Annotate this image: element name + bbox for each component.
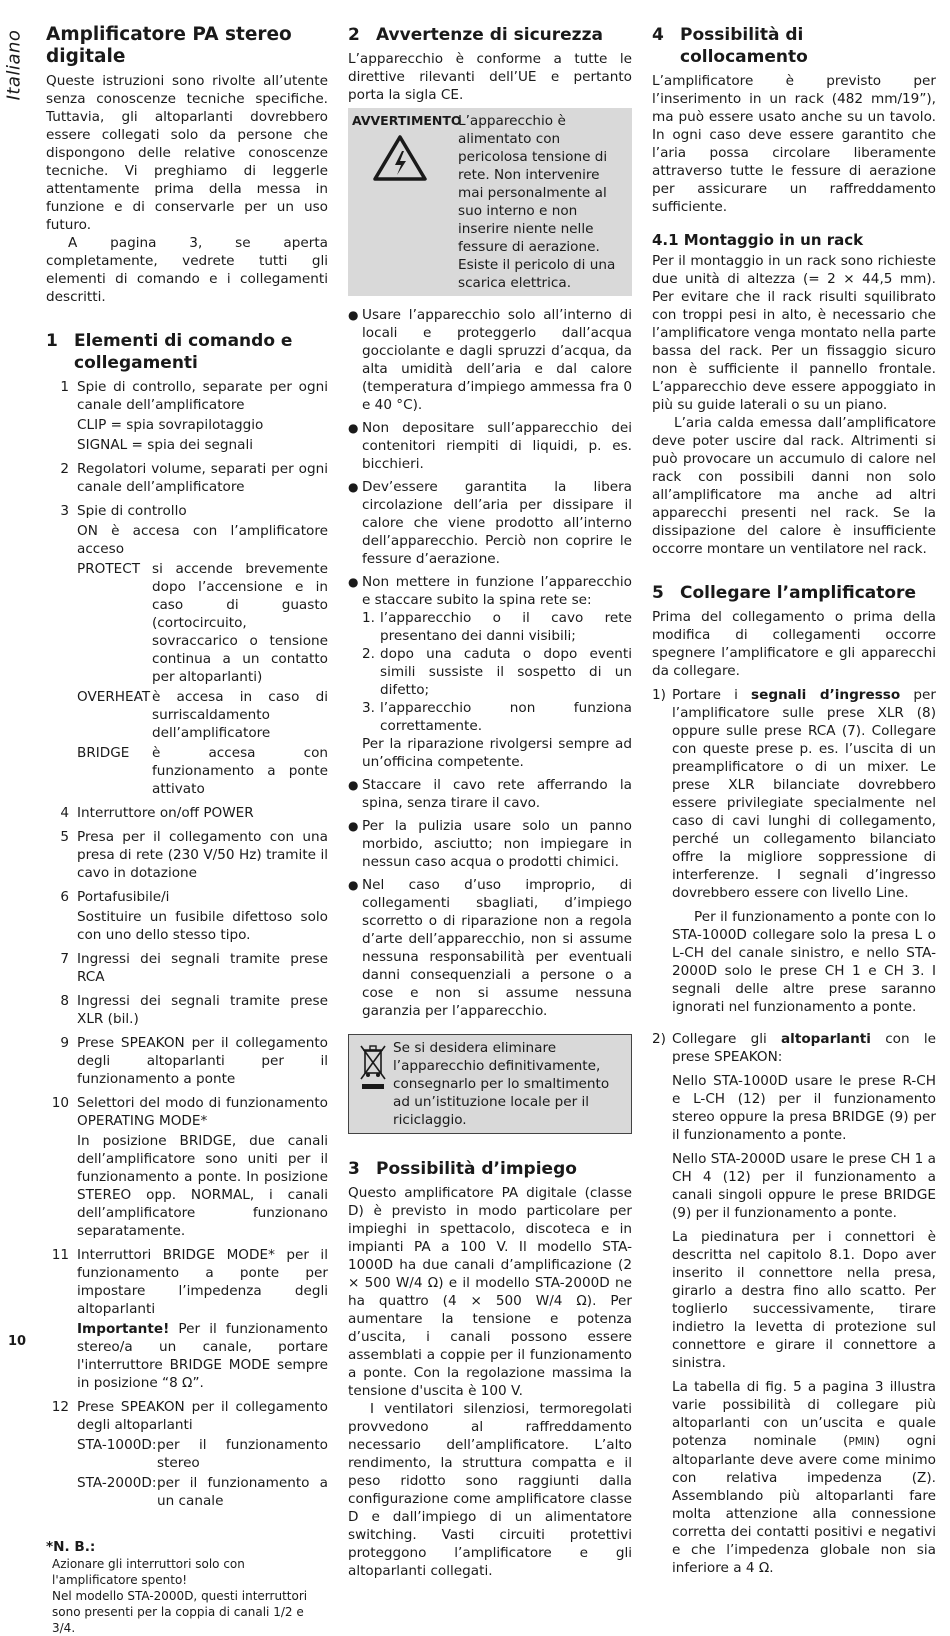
item-important	[77, 1320, 328, 1392]
def-sta1000d	[77, 1436, 328, 1472]
column-2	[348, 24, 632, 1580]
step-2-text: Collegare gli altoparlanti con le prese SPEAKON:	[672, 1031, 936, 1065]
bullet-7: ● Nel caso d’uso improprio, di collegamenti sbagliati, d’impiego scorretto o di riparazione non a regola d’arte dell’apparecchio, non si assume nessuna responsabilità per eventuali danni consequenziali a persone o a cose e non si assume nessuna garanzia per l’apparecchio.	[348, 877, 632, 1019]
section-4-number: 4	[652, 25, 664, 45]
item-text: Interruttori BRIDGE MODE* per il funzionamento a ponte per impostare l’impedenza degli altoparlanti	[77, 1247, 328, 1317]
def-desc: si accende brevemente dopo l’accensione e in caso di guasto (cortocircuito, sovraccarico o tensione continua a un contatto per altoparlanti)	[152, 561, 328, 685]
item-number: 11	[51, 1247, 69, 1263]
numbered-item-1: 1. l’apparecchio o il cavo rete presentano dei danni visibili;	[362, 610, 632, 644]
step-1-text: Portare i segnali d’ingresso per l’amplificatore sulle prese XLR (8) oppure sulle prese RCA (7). Collegare con queste prese p. es. l’uscita di un preamplificatore o di un mixer. Le prese XLR bilanciate dovrebbero essere privilegiate specialmente nel caso di cavi lunghi di collegamento, perché un collegamento bilanciato offre la migliore soppressione di interferenze. I segnali d’ingresso dovrebbero essere con livello Line.	[672, 687, 936, 901]
def-protect	[77, 560, 328, 686]
step-number: 1)	[652, 687, 666, 703]
bullet-2: ● Non depositare sull’apparecchio dei contenitori riempiti di liquidi, p. es. bicchieri.	[348, 420, 632, 472]
numbered-item-2: 2. dopo una caduta o dopo eventi simili sussiste il sospetto di un difetto;	[362, 646, 632, 698]
item-sub: Sostituire un fusibile difettoso solo con uno dello stesso tipo.	[77, 909, 328, 943]
item-number: 2	[60, 461, 69, 477]
column-1	[46, 24, 328, 1636]
section-1-title: Elementi di comando e collegamenti	[74, 331, 293, 373]
list-item-5	[46, 828, 328, 884]
section-3-number: 3	[348, 1159, 360, 1179]
pmin-term: PMIN	[848, 1436, 875, 1448]
page-number: 10	[8, 1334, 27, 1349]
warning-box	[348, 108, 632, 296]
numbered-item-3: 3. l’apparecchio non funziona correttamente.	[362, 700, 632, 734]
list-item-11	[46, 1246, 328, 1394]
list-item-8	[46, 992, 328, 1030]
item-on: ON è accesa con l’amplificatore acceso	[77, 523, 328, 557]
step-2	[652, 1030, 936, 1583]
section-2-intro: L’apparecchio è conforme a tutte le direttive rilevanti dell’UE e pertanto porta la sigla CE.	[348, 51, 632, 103]
language-tab	[0, 20, 28, 110]
disposal-box	[348, 1034, 632, 1134]
section-3-paragraph-1: Questo amplificatore PA digitale (classe D) è previsto in modo particolare per impieghi in spettacolo, discoteca e in impianti PA a 100 V. Il modello STA-1000D ha due canali d’amplificazione (2 × 500 W/4 Ω) e il modello STA-2000D ne ha quattro (4 × 500 W/4 Ω). Per aumentare la tensione e potenza d’uscita, i canali possono essere assemblati a coppie per il funzionamento a ponte. Con la regolazione massima la tensione d'uscita è 100 V.	[348, 1185, 632, 1399]
column-3	[652, 24, 936, 1591]
note-line-2: Nel modello STA-2000D, questi interruttori sono presenti per la coppia di canali 1/2 e 3/4.	[52, 1589, 308, 1635]
important-label: Importante!	[77, 1321, 170, 1337]
section-5-number: 5	[652, 583, 664, 603]
subsection-4-1-paragraph-1: Per il montaggio in un rack sono richieste due unità di altezza (= 2 × 44,5 mm). Per evitare che il rack risulti squilibrato con troppi pesi in alto, è necessario che l’amplificatore venga montato nella parte bassa del rack. Per un fissaggio sicuro non è sufficiente il pannello frontale. L’apparecchio deve essere appoggiato in più su guide laterali o su un piano.	[652, 253, 936, 413]
bullet-6: ● Per la pulizia usare solo un panno morbido, asciutto; non impiegare in nessun caso acqua o prodotti chimici.	[348, 818, 632, 870]
def-term: PROTECT	[77, 561, 141, 577]
bullet-text: Non mettere in funzione l’apparecchio e staccare subito la spina rete se:	[362, 574, 632, 608]
bullet-tail: Per la riparazione rivolgersi sempre ad un’officina competente.	[362, 736, 632, 770]
item-text: Presa per il collegamento con una presa di rete (230 V/50 Hz) tramite il cavo in dotazione	[77, 829, 328, 881]
bullet-text: Per la pulizia usare solo un panno morbido, asciutto; non impiegare in nessun caso acqua o prodotti chimici.	[362, 818, 632, 870]
document-title: Amplificatore PA stereo digitale	[46, 24, 292, 67]
item-text: Interruttore on/off POWER	[77, 805, 254, 821]
section-5-title: Collegare l’amplificatore	[680, 583, 916, 603]
def-term: STA-2000D:	[77, 1475, 157, 1491]
bullet-text: Dev’essere garantita la libera circolazione dell’aria per dissipare il calore che viene prodotto all’interno dell’apparecchio. Perciò non coprire le fessure d’aerazione.	[362, 479, 632, 567]
def-bridge	[77, 744, 328, 798]
bullet-1: ● Usare l’apparecchio solo all’interno di locali e proteggerlo dall’acqua gocciolante e dagli spruzzi d’acqua, da alta umidità dell’aria e dal calore (temperatura d’impiego ammessa fra 0 e 40 °C).	[348, 307, 632, 413]
list-item-6	[46, 888, 328, 946]
def-desc: per il funzionamento a un canale	[157, 1475, 328, 1509]
item-number: 5	[60, 829, 69, 845]
item-text: Selettori del modo di funzionamento OPERATING MODE*	[77, 1095, 328, 1129]
list-item-10	[46, 1094, 328, 1242]
bullet-text: Staccare il cavo rete afferrando la spina, senza tirare il cavo.	[362, 777, 632, 811]
item-clip: CLIP = spia sovrapilotaggio	[77, 417, 264, 433]
section-5-heading	[652, 582, 936, 604]
step-2-paragraph-3: La piedinatura per i connettori è descritta nel capitolo 8.1. Dopo aver inserito il connettore nella presa, girarlo a destra fino allo scatto. Per toglierlo successivamente, tirare indietro la levetta di protezione sul connettore e girare il connettore a sinistra.	[672, 1229, 936, 1371]
list-item-2	[46, 460, 328, 498]
step-1	[652, 686, 936, 1022]
item-text: Spie di controllo, separate per ogni canale dell’amplificatore	[77, 379, 328, 413]
section-4-heading	[652, 24, 936, 68]
list-item-1	[46, 378, 328, 456]
crossed-bin-icon	[353, 1039, 393, 1129]
speakers-term: altoparlanti	[781, 1031, 871, 1047]
list-item-12	[46, 1398, 328, 1512]
item-number: 9	[60, 1035, 69, 1051]
item-text: Regolatori volume, separati per ogni canale dell’amplificatore	[77, 461, 328, 495]
def-desc: è accesa in caso di surriscaldamento dell’amplificatore	[152, 689, 328, 741]
def-desc: per il funzionamento stereo	[157, 1437, 328, 1471]
item-number: 8	[60, 993, 69, 1009]
list-item-4	[46, 804, 328, 824]
def-desc: è accesa con funzionamento a ponte attivato	[152, 745, 328, 797]
section-4-title: Possibilità di collocamento	[680, 25, 808, 67]
def-overheat	[77, 688, 328, 742]
bullet-text: Nel caso d’uso improprio, di collegamenti sbagliati, d’impiego scorretto o di riparazione non a regola d’arte dell’apparecchio, non si assume nessuna responsabilità per eventuali danni consequenziali a persone o a cose e non si assume nessuna garanzia per l’apparecchio.	[362, 877, 632, 1019]
section-2-heading	[348, 24, 632, 46]
warning-text: L’apparecchio è alimentato con pericolosa tensione di rete. Non intervenire mai personalmente al suo interno e non inserire niente nelle fessure di aerazione. Esiste il pericolo di una scarica elettrica.	[458, 113, 616, 291]
step-1-paragraph-2: Per il funzionamento a ponte con lo STA-1000D collegare solo la presa L o L-CH del canale sinistro, e nello STA-2000D solo le prese CH 1 e CH 3. I segnali delle altre prese saranno ignorati nel funzionamento a ponte.	[672, 909, 936, 1015]
item-text: Prese SPEAKON per il collegamento degli altoparlanti	[77, 1399, 328, 1433]
list-item-3	[46, 502, 328, 800]
item-number: 7	[60, 951, 69, 967]
step-2-paragraph-2: Nello STA-2000D usare le prese CH 1 a CH 4 (12) per il funzionamento a canali singoli oppure le prese BRIDGE (9) per il funzionamento a ponte.	[672, 1151, 936, 1221]
note-line-1: Azionare gli interruttori solo con l'amplificatore spento!	[52, 1557, 245, 1587]
item-number: 3	[60, 503, 69, 519]
item-text: Ingressi dei segnali tramite prese RCA	[77, 951, 328, 985]
step-2-paragraph-1: Nello STA-1000D usare le prese R-CH e L-CH (12) per il funzionamento stereo oppure la presa BRIDGE (9) per il funzionamento a ponte.	[672, 1073, 936, 1143]
bullet-text: Usare l’apparecchio solo all’interno di locali e proteggerlo dall’acqua gocciolante e dagli spruzzi d’acqua, da alta umidità dell’aria e dal calore (temperatura d’impiego ammessa fra 0 e 40 °C).	[362, 307, 632, 413]
section-3-title: Possibilità d’impiego	[376, 1159, 577, 1179]
intro-paragraph-1: Queste istruzioni sono rivolte all’utente senza conoscenze tecniche specifiche. Tuttavia, gli altoparlanti dovrebbero essere collegati solo da persone che dispongono delle relative conoscenze tecniche. Vi preghiamo di leggerle attentamente prima della messa in funzione e di conservarle per un uso futuro.	[46, 73, 328, 233]
item-number: 1	[60, 379, 69, 395]
high-voltage-warning-icon	[352, 134, 458, 187]
language-label: Italiano	[3, 29, 25, 101]
item-number: 10	[51, 1095, 69, 1111]
item-text: Ingressi dei segnali tramite prese XLR (bil.)	[77, 993, 328, 1027]
item-number: 12	[51, 1399, 69, 1415]
section-5-intro: Prima del collegamento o prima della modifica di collegamenti occorre spegnere l’amplificatore e gli apparecchi da collegare.	[652, 609, 936, 679]
section-3-heading	[348, 1158, 632, 1180]
bullet-3: ● Dev’essere garantita la libera circolazione dell’aria per dissipare il calore che viene prodotto all’interno dell’apparecchio. Perciò non coprire le fessure d’aerazione.	[348, 479, 632, 567]
subsection-4-1-title: 4.1 Montaggio in un rack	[652, 231, 864, 249]
def-term: BRIDGE	[77, 745, 130, 761]
disposal-text: Se si desidera eliminare l’apparecchio definitivamente, consegnarlo per lo smaltimento ad un’istituzione locale per il riciclaggio.	[393, 1040, 610, 1128]
item-text: Prese SPEAKON per il collegamento degli altoparlanti per il funzionamento a ponte	[77, 1035, 328, 1087]
subsection-4-1-paragraph-2: L’aria calda emessa dall’amplificatore deve poter uscire dal rack. Altrimenti si può provocare un accumulo di calore nel rack con possibili danni non solo all’amplificatore ma anche ad altri apparecchi presenti nel rack. Se la dissipazione del calore è insufficiente occorre montare un ventilatore nel rack.	[652, 415, 936, 557]
step-2-paragraph-4: La tabella di fig. 5 a pagina 3 illustra varie possibilità di collegare più altoparlanti con un’uscita e quale potenza nominale (PMIN) ogni altoparlante deve avere come minimo con relativa impedenza (Z). Assemblando più altoparlanti fare molta attenzione alla connessione corretta dei contatti positivi e negativi e che l’impedenza globale non sia inferiore a 4 Ω.	[672, 1379, 936, 1576]
item-number: 6	[60, 889, 69, 905]
section-1-heading	[46, 330, 328, 374]
def-term: OVERHEAT	[77, 689, 151, 705]
warning-label: AVVERTIMENTO	[352, 113, 462, 128]
bullet-5: ● Staccare il cavo rete afferrando la spina, senza tirare il cavo.	[348, 777, 632, 811]
bullet-4: ● Non mettere in funzione l’apparecchio e staccare subito la spina rete se: 1. l’apparecchio o il cavo rete presentano dei danni visibili; 2. dopo una caduta o dopo eventi simili sussiste il sospetto di un difetto; 3. l’apparecchio non funziona correttamente. Per la riparazione rivolgersi sempre ad un’officina competente.	[348, 574, 632, 770]
section-2-title: Avvertenze di sicurezza	[376, 25, 603, 45]
bullet-text: Non depositare sull’apparecchio dei contenitori riempiti di liquidi, p. es. bicchieri.	[362, 420, 632, 472]
list-item-7	[46, 950, 328, 988]
note-heading: *N. B.:	[46, 1539, 96, 1555]
item-text: Spie di controllo	[77, 503, 187, 519]
item-sub: In posizione BRIDGE, due canali dell’amplificatore sono uniti per il funzionamento a ponte. In posizione STEREO opp. NORMAL, i canali dell’amplificatore funzionano separatamente.	[77, 1133, 328, 1239]
item-number: 4	[60, 805, 69, 821]
item-text: Portafusibile/i	[77, 889, 170, 905]
input-signals-term: segnali d’ingresso	[751, 687, 901, 703]
section-3-paragraph-2: I ventilatori silenziosi, termoregolati provvedono al raffreddamento necessario dell’amplificatore. L’alto rendimento, la struttura compatta e il peso ridotto sono raggiunti dalla configurazione come amplificatore classe D e dall’impiego di un alimentatore switching. Vasti circuiti protettivi proteggono l’amplificatore e gli altoparlanti collegati.	[348, 1401, 632, 1579]
def-term: STA-1000D:	[77, 1437, 157, 1453]
section-1-number: 1	[46, 331, 58, 351]
def-sta2000d	[77, 1474, 328, 1510]
intro-paragraph-2: A pagina 3, se aperta completamente, vedrete tutti gli elementi di comando e i collegamenti descritti.	[46, 235, 328, 305]
section-2-number: 2	[348, 25, 360, 45]
step-number: 2)	[652, 1031, 666, 1047]
item-signal: SIGNAL = spia dei segnali	[77, 437, 254, 453]
important-text: Per il funzionamento stereo/a un canale, portare l'interruttore BRIDGE MODE sempre in posizione “8 Ω”.	[77, 1321, 328, 1391]
section-4-paragraph: L’amplificatore è previsto per l’inserimento in un rack (482 mm/19”), ma può essere usato anche su un tavolo. In ogni caso deve essere garantito che l’aria possa circolare liberamente attraverso tutte le fessure di aerazione per assicurare un raffreddamento sufficiente.	[652, 73, 936, 215]
list-item-9	[46, 1034, 328, 1090]
